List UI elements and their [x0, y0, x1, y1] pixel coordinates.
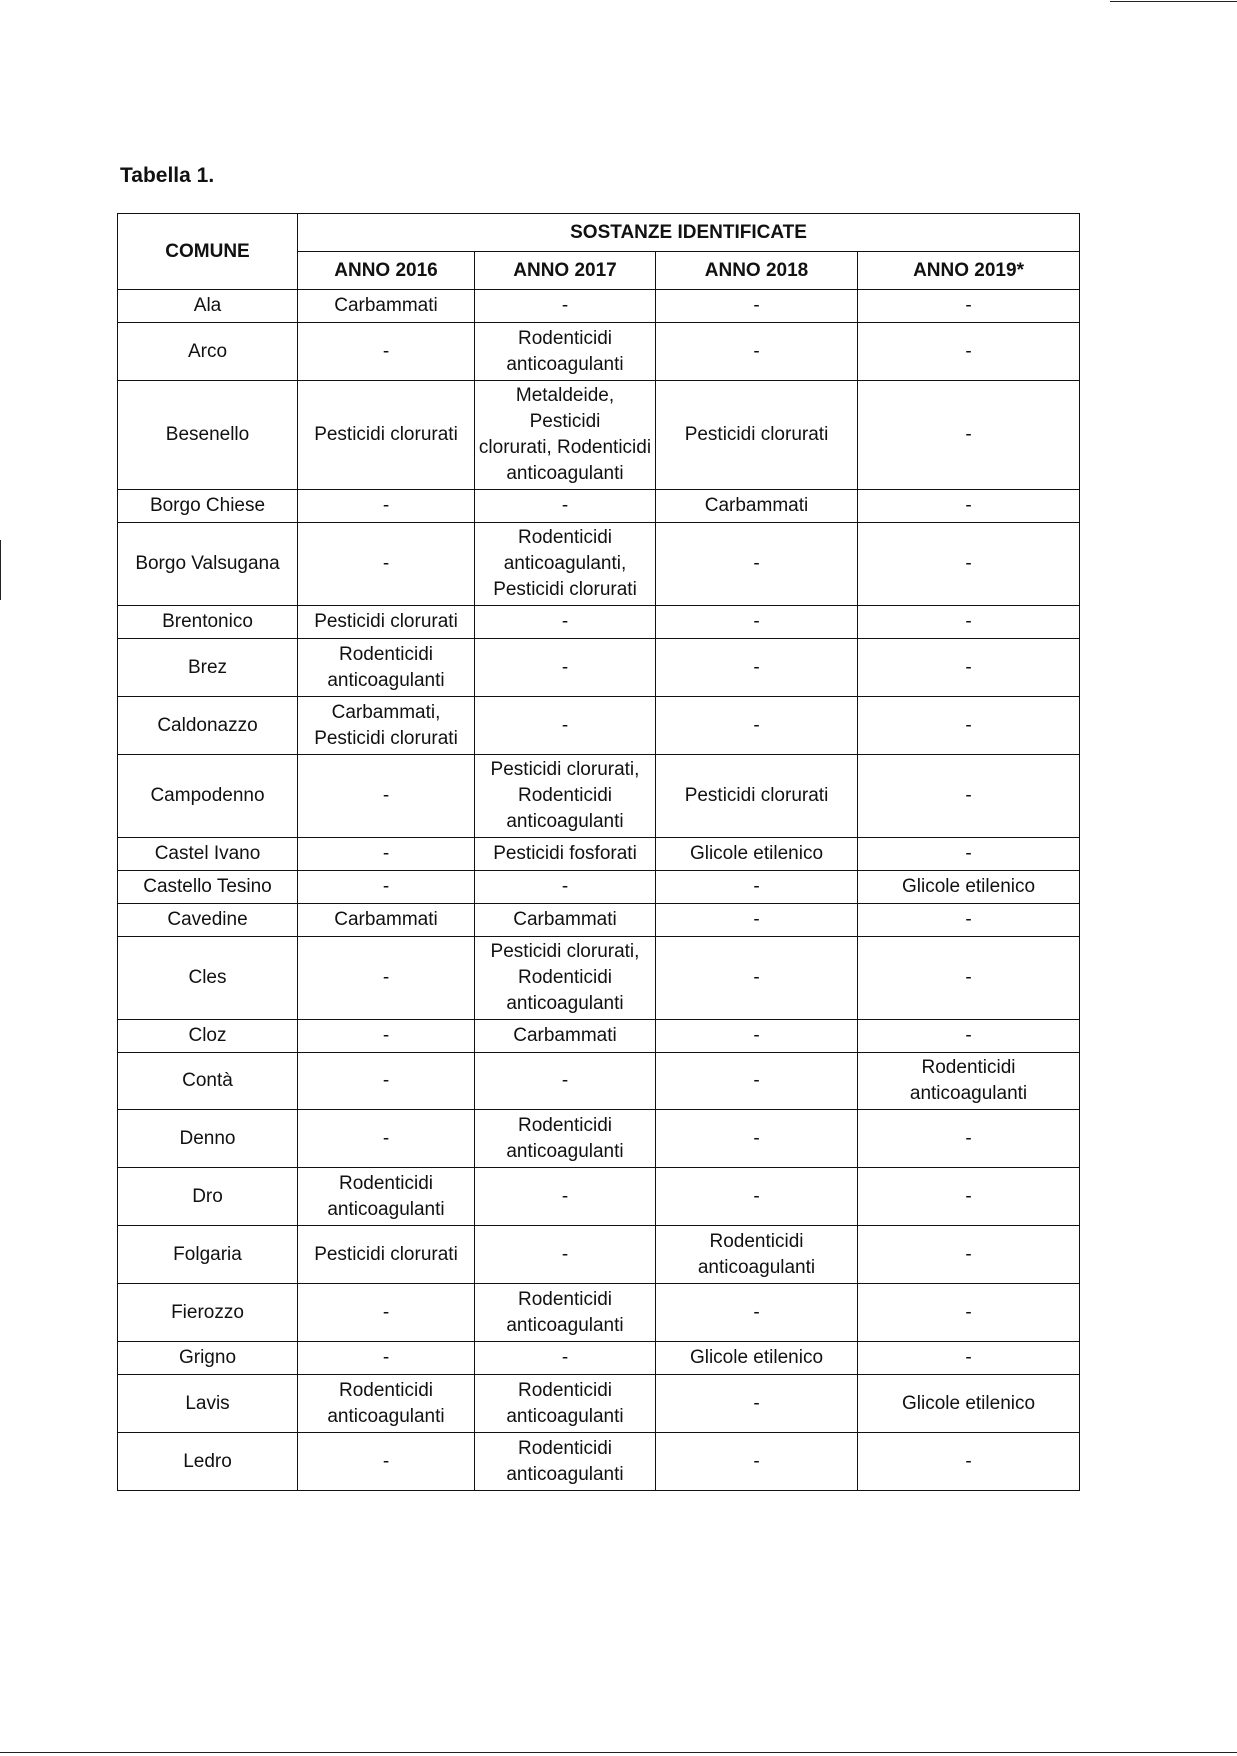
substance-cell-2019: Glicole etilenico [858, 1375, 1080, 1433]
substance-cell-2019: - [858, 1168, 1080, 1226]
substance-cell-2019: Rodenticidi anticoagulanti [858, 1053, 1080, 1110]
substance-cell-2017: - [475, 1226, 656, 1284]
substance-cell-2017: Rodenticidi anticoagulanti [475, 1110, 656, 1168]
year-header-2017: ANNO 2017 [475, 252, 656, 290]
substance-cell-2017: Rodenticidi anticoagulanti [475, 1284, 656, 1342]
substance-cell-2016: Carbammati [298, 904, 475, 937]
table-row [118, 606, 1080, 639]
substance-cell-2018: - [656, 1110, 858, 1168]
commune-cell: Cavedine [118, 904, 298, 937]
substance-cell-2017: - [475, 871, 656, 904]
substance-cell-2017: - [475, 606, 656, 639]
substance-cell-2016: - [298, 490, 475, 523]
substance-cell-2016: - [298, 1433, 475, 1491]
commune-cell: Fierozzo [118, 1284, 298, 1342]
substance-cell-2017: Pesticidi clorurati, Rodenticidi anticoagulanti [475, 755, 656, 838]
commune-cell: Lavis [118, 1375, 298, 1433]
substance-cell-2018: Carbammati [656, 490, 858, 523]
commune-cell: Folgaria [118, 1226, 298, 1284]
commune-header: COMUNE [118, 214, 298, 290]
table-row [118, 838, 1080, 871]
substance-cell-2016: Rodenticidi anticoagulanti [298, 1168, 475, 1226]
substance-cell-2018: - [656, 606, 858, 639]
substance-cell-2016: Carbammati [298, 290, 475, 323]
substance-cell-2018: - [656, 1375, 858, 1433]
commune-cell: Campodenno [118, 755, 298, 838]
substance-cell-2018: - [656, 697, 858, 755]
table-row [118, 323, 1080, 381]
commune-cell: Dro [118, 1168, 298, 1226]
substance-cell-2017: Carbammati [475, 904, 656, 937]
substance-cell-2017: Metaldeide, Pesticidi clorurati, Rodenticidi anticoagulanti [475, 381, 656, 490]
substance-cell-2018: Pesticidi clorurati [656, 381, 858, 490]
scan-edge-left [0, 540, 1, 600]
substance-cell-2019: - [858, 639, 1080, 697]
substance-cell-2016: - [298, 937, 475, 1020]
commune-cell: Brez [118, 639, 298, 697]
substance-cell-2018: - [656, 1168, 858, 1226]
substance-cell-2018: - [656, 639, 858, 697]
substance-cell-2018: - [656, 323, 858, 381]
commune-cell: Denno [118, 1110, 298, 1168]
table-row [118, 1168, 1080, 1226]
year-header-2018: ANNO 2018 [656, 252, 858, 290]
substance-cell-2017: - [475, 290, 656, 323]
commune-cell: Caldonazzo [118, 697, 298, 755]
table-body [118, 290, 1080, 1491]
substance-cell-2016: - [298, 323, 475, 381]
substance-cell-2016: Carbammati, Pesticidi clorurati [298, 697, 475, 755]
substance-cell-2017: - [475, 1053, 656, 1110]
substance-cell-2019: - [858, 290, 1080, 323]
substance-cell-2019: - [858, 490, 1080, 523]
substance-cell-2018: Rodenticidi anticoagulanti [656, 1226, 858, 1284]
commune-cell: Ala [118, 290, 298, 323]
substance-cell-2019: - [858, 1433, 1080, 1491]
substances-table [117, 213, 1080, 1491]
substance-cell-2017: Carbammati [475, 1020, 656, 1053]
substance-cell-2019: Glicole etilenico [858, 871, 1080, 904]
commune-cell: Grigno [118, 1342, 298, 1375]
substance-cell-2016: Rodenticidi anticoagulanti [298, 639, 475, 697]
substance-cell-2016: - [298, 523, 475, 606]
scan-edge-line-top [1110, 1, 1237, 2]
year-header-2019: ANNO 2019* [858, 252, 1080, 290]
substance-cell-2019: - [858, 937, 1080, 1020]
commune-cell: Cloz [118, 1020, 298, 1053]
table-row [118, 904, 1080, 937]
substance-cell-2018: Pesticidi clorurati [656, 755, 858, 838]
substance-cell-2017: Rodenticidi anticoagulanti [475, 1433, 656, 1491]
substance-cell-2018: - [656, 523, 858, 606]
commune-cell: Castello Tesino [118, 871, 298, 904]
table-row [118, 755, 1080, 838]
table-row [118, 381, 1080, 490]
substance-cell-2018: - [656, 1053, 858, 1110]
year-header-2016: ANNO 2016 [298, 252, 475, 290]
substance-cell-2016: - [298, 1110, 475, 1168]
substance-cell-2019: - [858, 1020, 1080, 1053]
table-row [118, 1375, 1080, 1433]
substance-cell-2019: - [858, 697, 1080, 755]
substance-cell-2018: - [656, 1020, 858, 1053]
substance-cell-2016: - [298, 755, 475, 838]
substance-cell-2017: - [475, 639, 656, 697]
substance-cell-2017: Rodenticidi anticoagulanti [475, 1375, 656, 1433]
substance-cell-2019: - [858, 838, 1080, 871]
substance-cell-2019: - [858, 755, 1080, 838]
substance-cell-2019: - [858, 1226, 1080, 1284]
table-row [118, 697, 1080, 755]
substance-cell-2016: - [298, 1020, 475, 1053]
substance-cell-2017: Pesticidi fosforati [475, 838, 656, 871]
commune-cell: Arco [118, 323, 298, 381]
table-row [118, 1053, 1080, 1110]
commune-cell: Brentonico [118, 606, 298, 639]
substance-cell-2019: - [858, 1342, 1080, 1375]
substance-cell-2018: - [656, 937, 858, 1020]
commune-cell: Borgo Chiese [118, 490, 298, 523]
table-row [118, 1433, 1080, 1491]
commune-cell: Cles [118, 937, 298, 1020]
substance-cell-2018: - [656, 871, 858, 904]
substance-cell-2019: - [858, 323, 1080, 381]
table-row [118, 1342, 1080, 1375]
substance-cell-2016: - [298, 838, 475, 871]
substance-cell-2017: Rodenticidi anticoagulanti, Pesticidi clorurati [475, 523, 656, 606]
substance-cell-2018: - [656, 1433, 858, 1491]
substance-cell-2017: Rodenticidi anticoagulanti [475, 323, 656, 381]
commune-cell: Besenello [118, 381, 298, 490]
substance-cell-2019: - [858, 606, 1080, 639]
substance-cell-2017: Pesticidi clorurati, Rodenticidi anticoagulanti [475, 937, 656, 1020]
substance-cell-2016: Pesticidi clorurati [298, 1226, 475, 1284]
table-row [118, 937, 1080, 1020]
substance-cell-2018: - [656, 1284, 858, 1342]
substance-cell-2019: - [858, 1284, 1080, 1342]
substance-cell-2018: - [656, 904, 858, 937]
substance-cell-2019: - [858, 523, 1080, 606]
table-row [118, 490, 1080, 523]
table-row [118, 1226, 1080, 1284]
substance-cell-2018: Glicole etilenico [656, 838, 858, 871]
table-caption: Tabella 1. [120, 164, 215, 187]
substance-cell-2017: - [475, 697, 656, 755]
commune-cell: Castel Ivano [118, 838, 298, 871]
substance-cell-2019: - [858, 1110, 1080, 1168]
substance-cell-2018: - [656, 290, 858, 323]
substance-cell-2016: - [298, 871, 475, 904]
substance-cell-2018: Glicole etilenico [656, 1342, 858, 1375]
substance-cell-2019: - [858, 381, 1080, 490]
substance-cell-2016: Pesticidi clorurati [298, 606, 475, 639]
table-row [118, 290, 1080, 323]
substance-cell-2016: - [298, 1053, 475, 1110]
commune-cell: Ledro [118, 1433, 298, 1491]
substance-cell-2017: - [475, 1342, 656, 1375]
substance-cell-2017: - [475, 1168, 656, 1226]
substance-cell-2016: Rodenticidi anticoagulanti [298, 1375, 475, 1433]
table-row [118, 639, 1080, 697]
scan-edge-line-bottom [0, 1752, 1237, 1753]
table-row [118, 871, 1080, 904]
table-row [118, 523, 1080, 606]
substance-cell-2016: - [298, 1342, 475, 1375]
table-row [118, 1020, 1080, 1053]
substances-group-header: SOSTANZE IDENTIFICATE [298, 214, 1080, 252]
substance-cell-2016: - [298, 1284, 475, 1342]
substance-cell-2016: Pesticidi clorurati [298, 381, 475, 490]
table-row [118, 1110, 1080, 1168]
table-row [118, 1284, 1080, 1342]
substance-cell-2019: - [858, 904, 1080, 937]
substance-cell-2017: - [475, 490, 656, 523]
commune-cell: Contà [118, 1053, 298, 1110]
commune-cell: Borgo Valsugana [118, 523, 298, 606]
